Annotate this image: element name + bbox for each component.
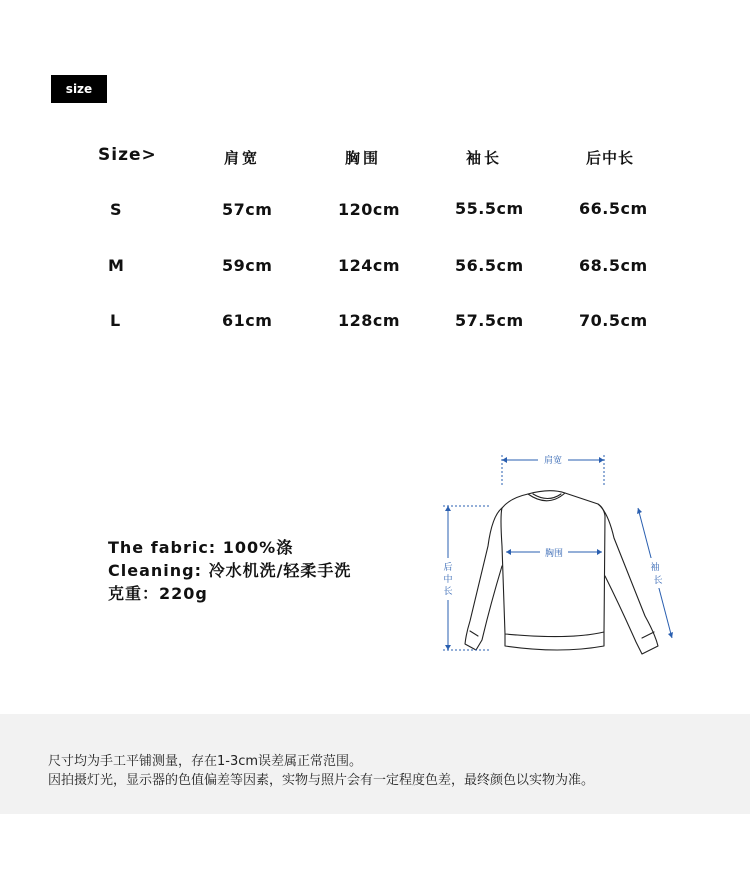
table-cell: M: [108, 256, 125, 275]
size-tag: size: [51, 75, 107, 103]
notice-line: 因拍摄灯光，显示器的色值偏差等因素，实物与照片会有一定程度色差，最终颜色以实物为准。: [48, 773, 595, 788]
table-cell: 55.5cm: [455, 199, 524, 218]
table-cell: 57cm: [222, 200, 273, 219]
table-cell: 70.5cm: [579, 311, 648, 330]
table-header-shoulder: 肩宽: [224, 149, 261, 167]
sleeve-label: 袖: [650, 563, 660, 573]
table-cell: 66.5cm: [579, 199, 648, 218]
table-header-size: Size>: [98, 145, 157, 165]
table-header-sleeve: 袖长: [466, 149, 503, 167]
table-cell: 61cm: [222, 311, 273, 330]
size-table: [0, 0, 750, 360]
cleaning-line: Cleaning: 冷水机洗/轻柔手洗: [108, 561, 352, 580]
table-header-chest: 胸围: [345, 149, 382, 167]
notice-line: 尺寸均为手工平铺测量，存在1-3cm误差属正常范围。: [48, 754, 363, 769]
sweatshirt-measurement-diagram: [430, 446, 680, 666]
shoulder-label: 肩宽: [543, 456, 563, 466]
table-header-back-length: 后中长: [586, 149, 635, 167]
table-cell: 59cm: [222, 256, 273, 275]
sleeve-label: 长: [653, 576, 663, 586]
table-cell: 68.5cm: [579, 256, 648, 275]
table-cell: 128cm: [338, 311, 401, 330]
table-cell: 120cm: [338, 200, 401, 219]
weight-line: 克重：220g: [108, 584, 208, 603]
fabric-info: [108, 536, 351, 605]
table-cell: L: [110, 311, 121, 330]
measurement-notice: [0, 714, 750, 814]
chest-label: 胸围: [544, 549, 564, 559]
table-cell: 57.5cm: [455, 311, 524, 330]
table-cell: 56.5cm: [455, 256, 524, 275]
table-cell: S: [110, 200, 123, 219]
sweatshirt-outline-icon: [465, 491, 658, 654]
table-cell: 124cm: [338, 256, 401, 275]
back-length-label: 长: [443, 587, 453, 597]
back-length-label: 后: [443, 563, 453, 573]
fabric-line: The fabric: 100%涤: [108, 538, 294, 557]
back-length-label: 中: [443, 575, 453, 585]
